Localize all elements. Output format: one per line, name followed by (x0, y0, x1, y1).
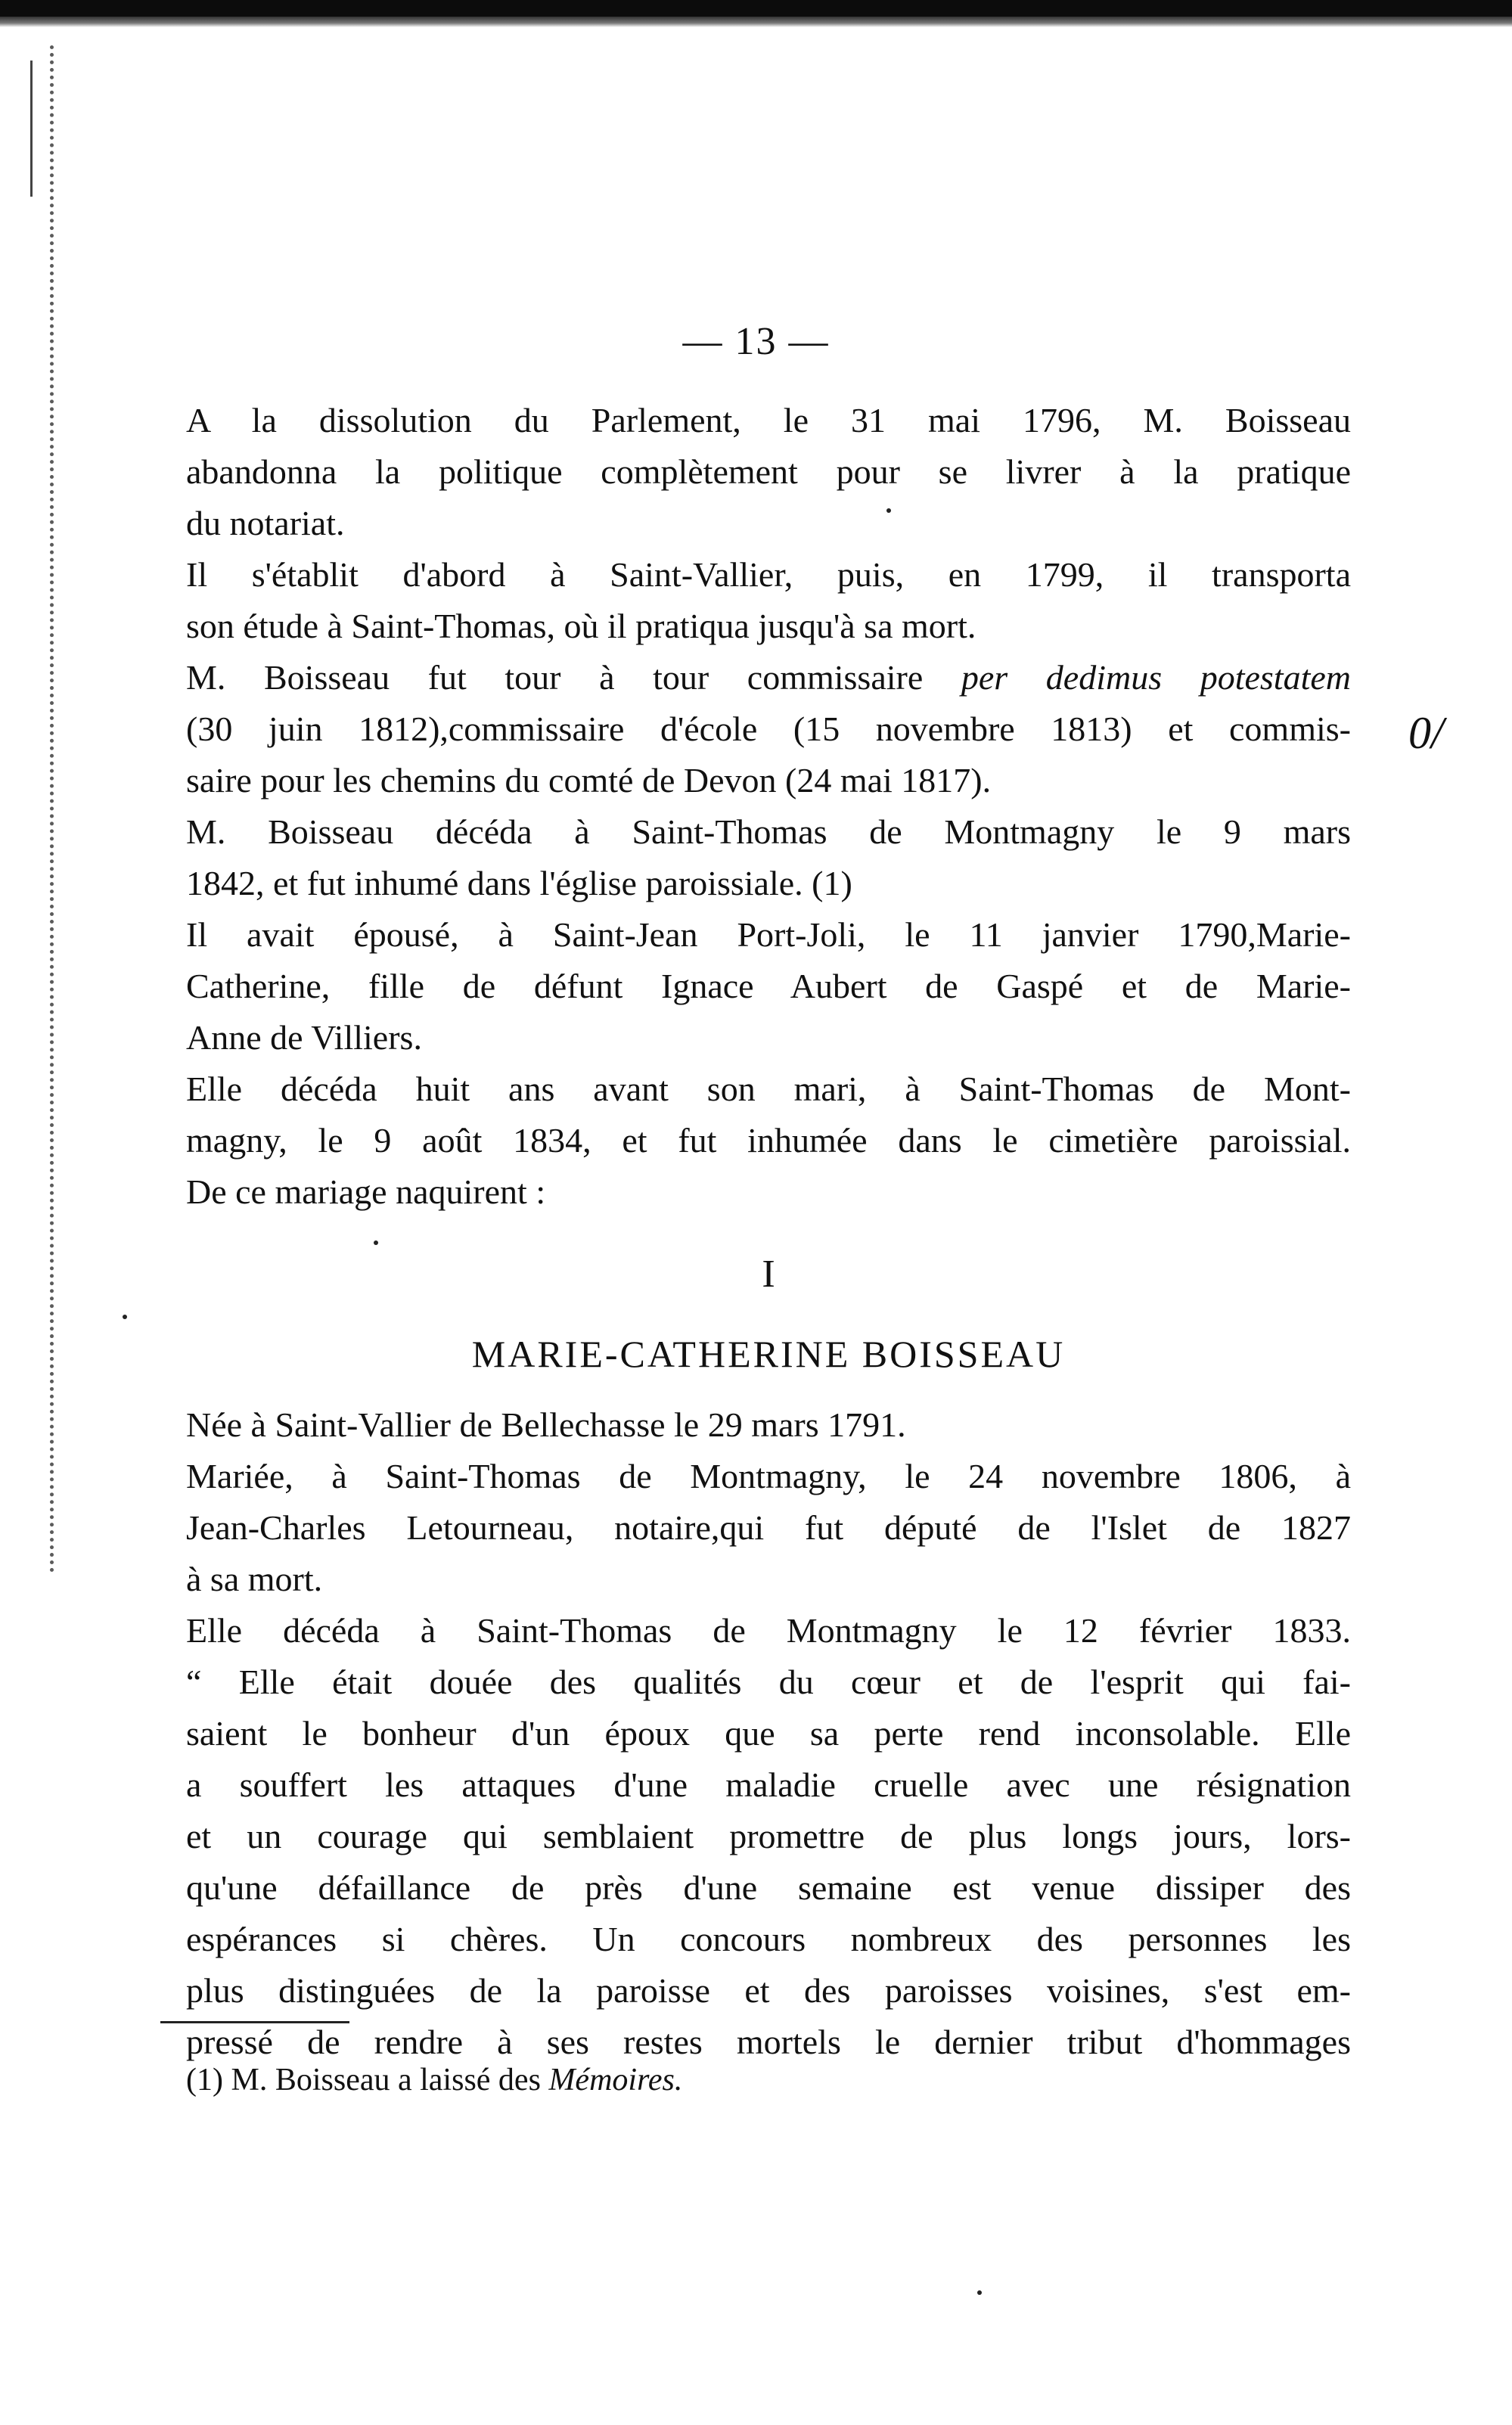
text-line: saire pour les chemins du comté de Devon (24 mai 1817). (186, 761, 992, 800)
text-line: abandonna la politique complètement pour se livrer à la pratique (186, 452, 1351, 491)
section-heading: MARIE-CATHERINE BOISSEAU (471, 1333, 1066, 1375)
text-line: Catherine, fille de défunt Ignace Aubert de Gaspé et de Marie- (186, 967, 1351, 1005)
binding-edge (50, 45, 58, 1573)
page-body (186, 395, 1351, 2068)
scan-speck (977, 2290, 982, 2295)
text-line: à sa mort. (186, 1560, 323, 1598)
text-line: Née à Saint-Vallier de Bellechasse le 29 mars 1791. (186, 1405, 906, 1444)
text-line: Mariée, à Saint-Thomas de Montmagny, le 24 novembre 1806, à (186, 1457, 1351, 1495)
text-line: Anne de Villiers. (186, 1018, 422, 1057)
text-line: A la dissolution du Parlement, le 31 mai 1796, M. Boisseau (186, 401, 1351, 439)
scan-top-border (0, 0, 1512, 17)
text-line: Elle décéda huit ans avant son mari, à Saint-Thomas de Mont- (186, 1070, 1351, 1108)
footnote-text: M. Boisseau a laissé des (231, 2063, 541, 2097)
footnote-separator (160, 2021, 349, 2023)
text-line: (30 juin 1812),commissaire d'école (15 novembre 1813) et commis- (186, 709, 1351, 748)
text-line: Jean-Charles Letourneau, notaire,qui fut député de l'Islet de 1827 (186, 1508, 1351, 1547)
footnote (186, 2057, 682, 2103)
text-line: pressé de rendre à ses restes mortels le dernier tribut d'hommages (186, 2023, 1351, 2061)
text-segment: M. Boisseau fut tour à tour commissaire (186, 658, 924, 697)
text-line: du notariat. (186, 504, 345, 542)
scan-speck (374, 1240, 378, 1245)
text-line: saient le bonheur d'un époux que sa perte rend inconsolable. Elle (186, 1714, 1351, 1753)
text-line: espérances si chères. Un concours nombreux des personnes les (186, 1920, 1351, 1958)
margin-annotation: 0/ (1408, 708, 1444, 758)
text-line: magny, le 9 août 1834, et fut inhumée dans le cimetière paroissial. (186, 1121, 1351, 1160)
text-line: et un courage qui semblaient promettre de plus longs jours, lors- (186, 1817, 1351, 1855)
text-line: “ Elle était douée des qualités du cœur et de l'esprit qui fai- (186, 1663, 1351, 1701)
scan-speck (886, 508, 891, 513)
text-line: qu'une défaillance de près d'une semaine est venue dissiper des (186, 1868, 1351, 1907)
text-line: M. Boisseau décéda à Saint-Thomas de Montmagny le 9 mars (186, 812, 1351, 851)
section-number: I (762, 1253, 775, 1296)
text-line: De ce mariage naquirent : (186, 1172, 546, 1211)
text-line: plus distinguées de la paroisse et des paroisses voisines, s'est em- (186, 1971, 1351, 2010)
scan-speck (123, 1315, 127, 1319)
text-line: Il s'établit d'abord à Saint-Vallier, puis, en 1799, il transporta (186, 555, 1351, 594)
text-line: Il avait épousé, à Saint-Jean Port-Joli, le 11 janvier 1790,Marie- (186, 915, 1351, 954)
scan-top-shadow (0, 17, 1512, 27)
page-number: — 13 — (682, 320, 830, 363)
footnote-italic: Mémoires. (548, 2063, 683, 2097)
text-line: son étude à Saint-Thomas, où il pratiqua jusqu'à sa mort. (186, 607, 976, 645)
footnote-marker: (1) (186, 2063, 223, 2097)
text-line: a souffert les attaques d'une maladie cruelle avec une résignation (186, 1765, 1351, 1804)
text-line: Elle décéda à Saint-Thomas de Montmagny le 12 février 1833. (186, 1611, 1351, 1650)
text-line: 1842, et fut inhumé dans l'église paroissiale. (1) (186, 864, 852, 902)
latin-phrase: per dedimus potestatem (961, 658, 1351, 697)
text-line-with-latin (186, 652, 1351, 703)
binding-mark (30, 61, 33, 197)
